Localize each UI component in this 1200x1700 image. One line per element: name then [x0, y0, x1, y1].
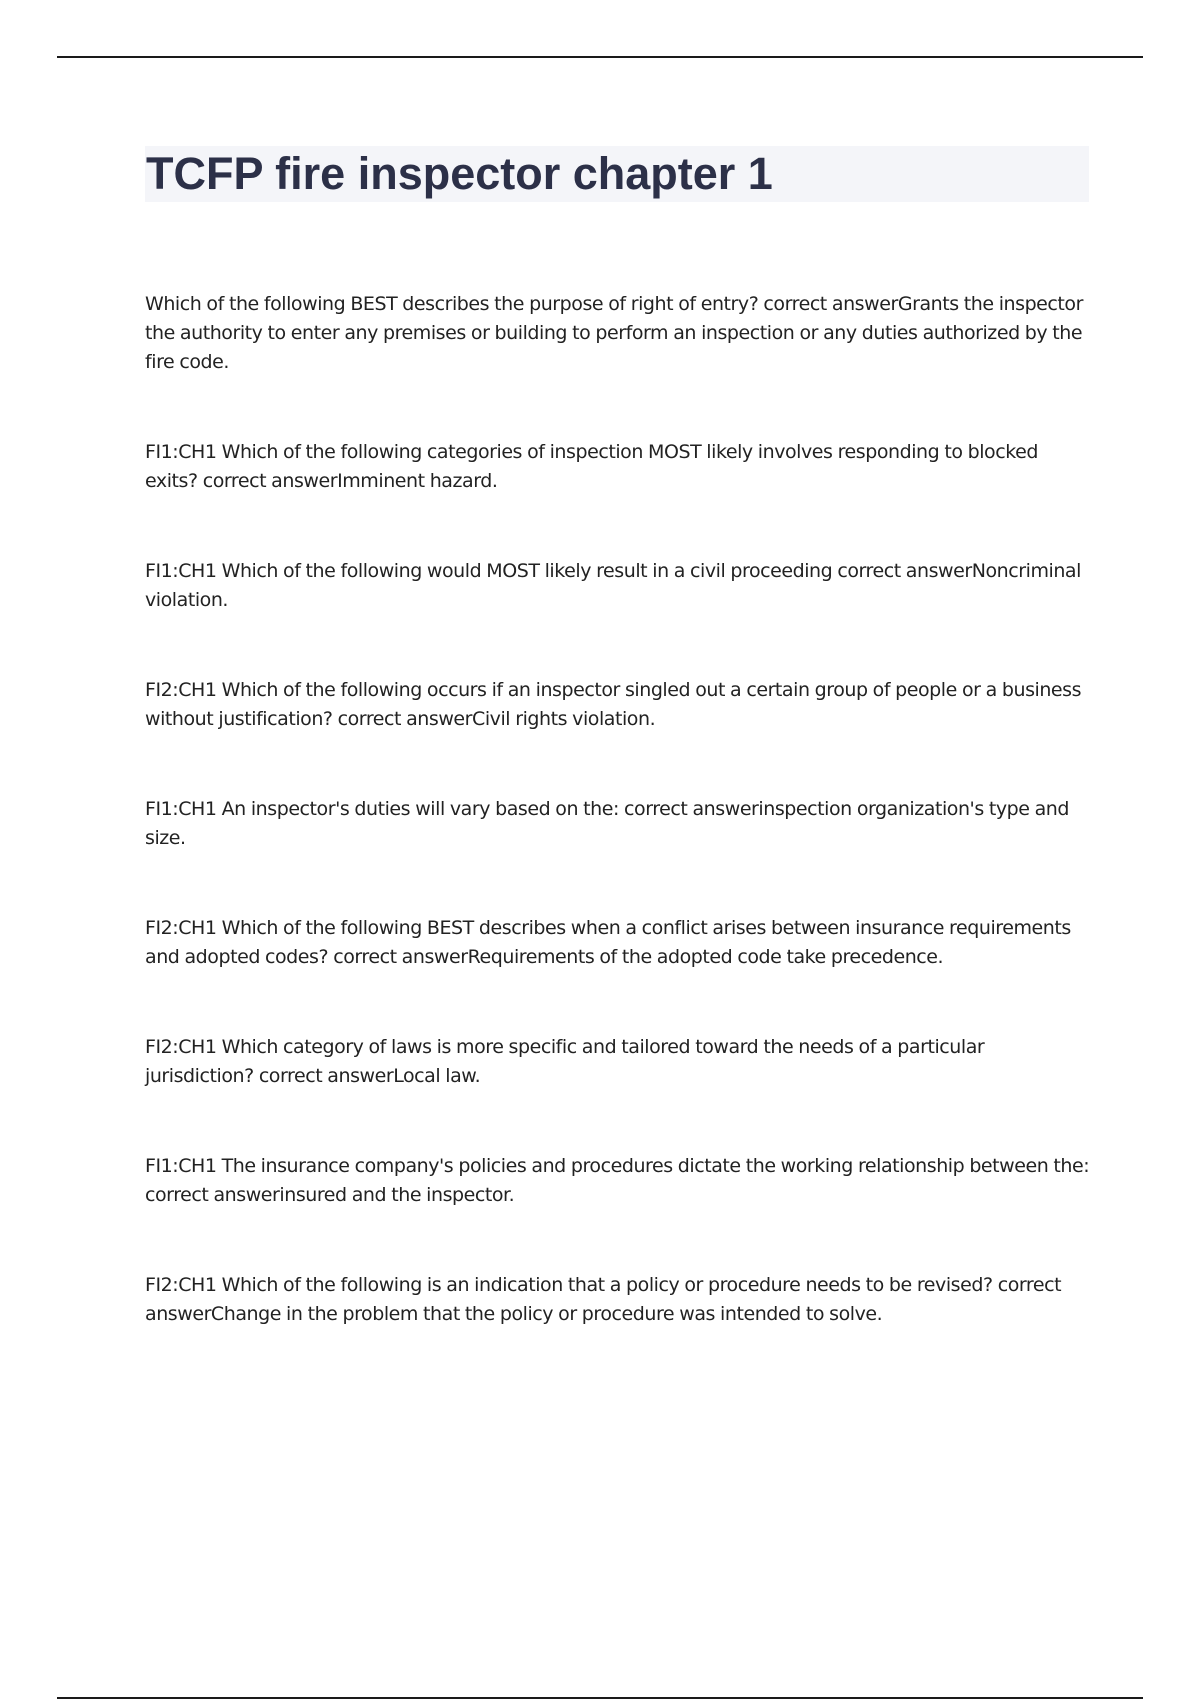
qa-item-8: FI1:CH1 The insurance company's policies and procedures dictate the working relationship between the: correct answerinsured and the inspector. — [145, 1155, 1090, 1206]
footer-rule — [57, 1697, 1143, 1699]
qa-item-6: FI2:CH1 Which of the following BEST describes when a conflict arises between insurance requirements and adopted codes? correct answerRequirements of the adopted code take precedence. — [145, 917, 1071, 968]
qa-item-3: FI1:CH1 Which of the following would MOST likely result in a civil proceeding correct answerNoncriminal violation. — [145, 560, 1081, 611]
qa-item-1: Which of the following BEST describes the purpose of right of entry? correct answerGrants the inspector the authority to enter any premises or building to perform an inspection or any duties authorized by the fire code. — [145, 293, 1083, 373]
qa-item-7: FI2:CH1 Which category of laws is more specific and tailored toward the needs of a particular jurisdiction? correct answerLocal law. — [145, 1036, 985, 1087]
qa-item-2: FI1:CH1 Which of the following categories of inspection MOST likely involves responding to blocked exits? correct answerImminent hazard. — [145, 441, 1038, 492]
header-rule — [57, 56, 1143, 58]
qa-item-4: FI2:CH1 Which of the following occurs if an inspector singled out a certain group of people or a business without justification? correct answerCivil rights violation. — [145, 679, 1082, 730]
document-title: TCFP fire inspector chapter 1 — [146, 148, 773, 199]
qa-item-5: FI1:CH1 An inspector's duties will vary based on the: correct answerinspection organization's type and size. — [145, 798, 1069, 849]
question-answer-list — [145, 290, 1090, 1329]
qa-item-9: FI2:CH1 Which of the following is an indication that a policy or procedure needs to be revised? correct answerChange in the problem that the policy or procedure was intended to solve. — [145, 1274, 1062, 1325]
